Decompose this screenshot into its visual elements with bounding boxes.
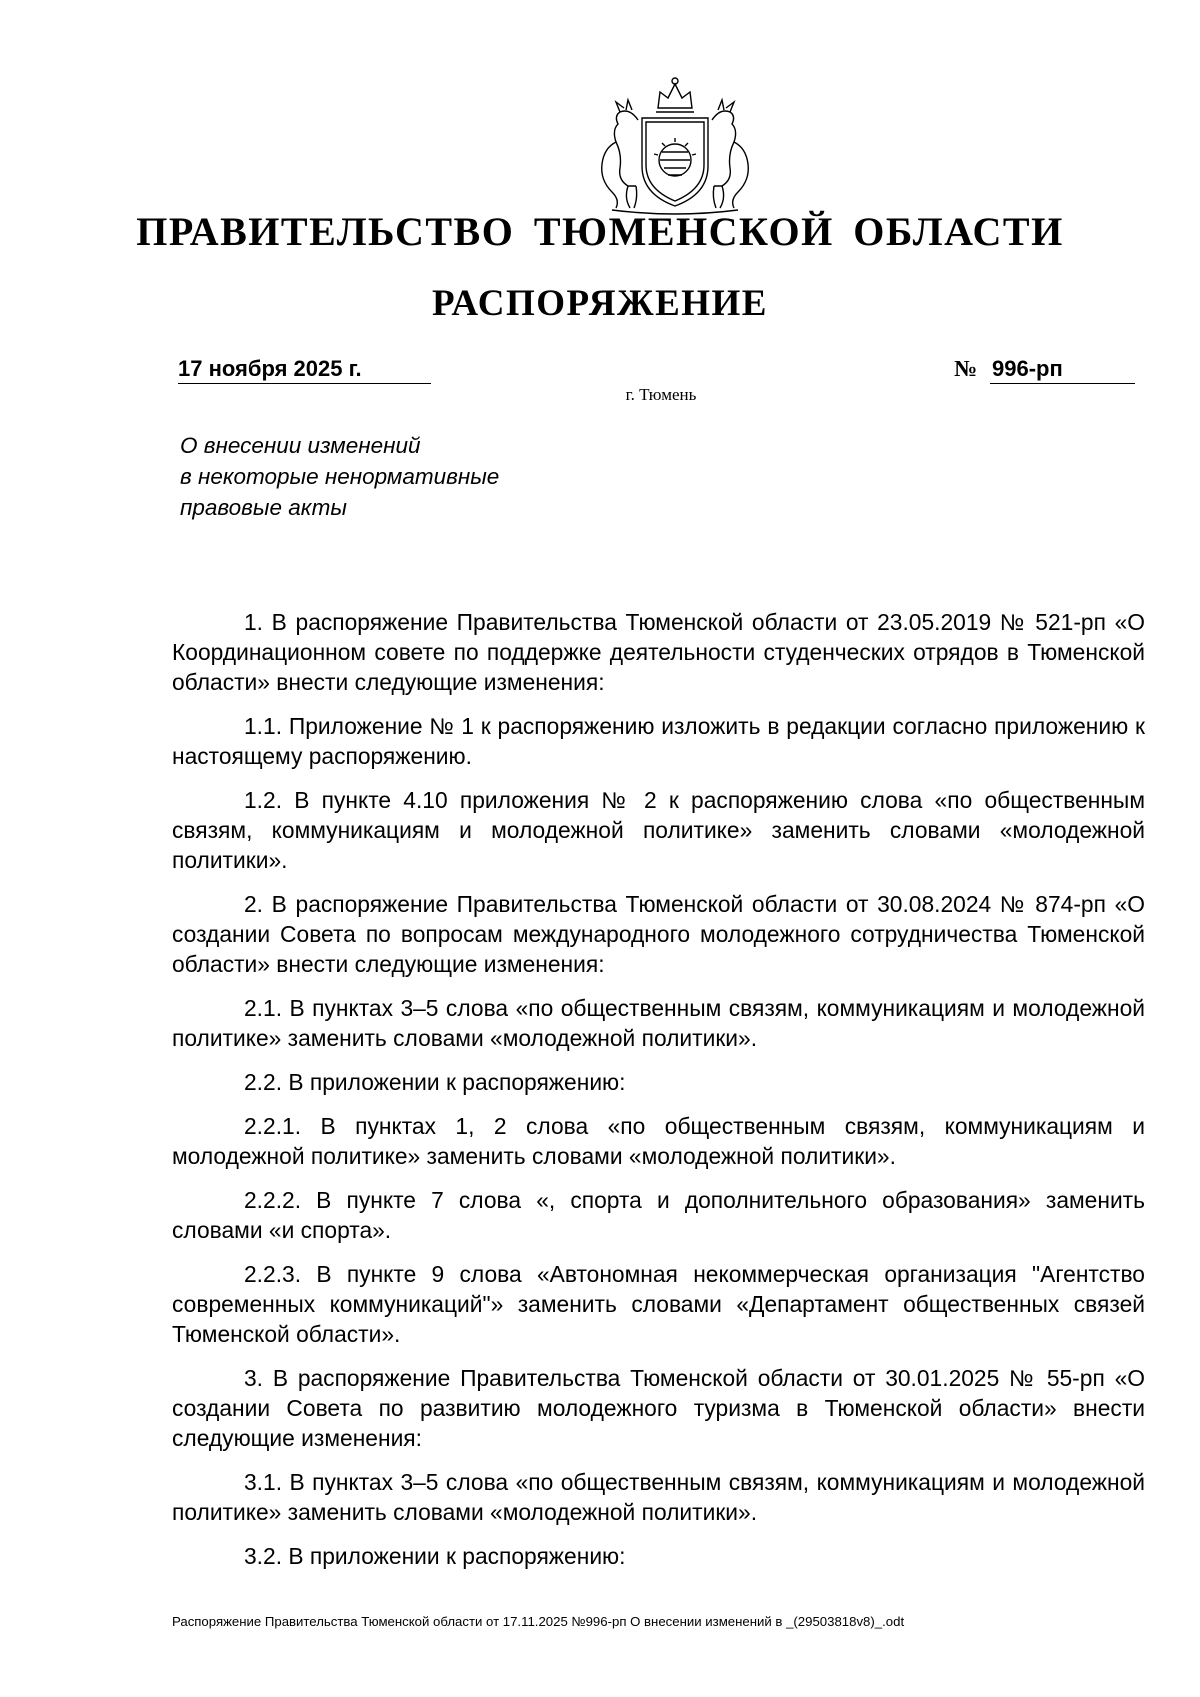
document-footer: Распоряжение Правительства Тюменской области от 17.11.2025 №996-рп О внесении изменений в _(29503818v8)_.odt bbox=[172, 1614, 905, 1629]
body-paragraph: 1.1. Приложение № 1 к распоряжению изложить в редакции согласно приложению к настоящему распоряжению. bbox=[172, 713, 1145, 769]
body-paragraph: 1. В распоряжение Правительства Тюменской области от 23.05.2019 № 521-рп «О Координационном совете по поддержке деятельности студенческих отрядов в Тюменской области» внести следующие изменения: bbox=[172, 609, 1145, 695]
document-body bbox=[172, 607, 1145, 1585]
document-date: 17 ноября 2025 г. bbox=[178, 356, 431, 384]
subject-line: О внесении изменений bbox=[180, 433, 421, 458]
body-paragraph: 2.2.3. В пункте 9 слова «Автономная некоммерческая организация "Агентство современных коммуникаций"» заменить словами «Департамент общественных связей Тюменской области». bbox=[172, 1261, 1145, 1347]
body-paragraph: 1.2. В пункте 4.10 приложения № 2 к распоряжению слова «по общественным связям, коммуникациям и молодежной политике» заменить словами «молодежной политики». bbox=[172, 787, 1145, 873]
number-label: № bbox=[954, 356, 978, 381]
body-paragraph: 3.1. В пунктах 3–5 слова «по общественным связям, коммуникациям и молодежной политике» заменить словами «молодежной политики». bbox=[172, 1469, 1145, 1525]
coat-of-arms-emblem bbox=[590, 68, 760, 218]
body-paragraph: 2. В распоряжение Правительства Тюменской области от 30.08.2024 № 874-рп «О создании Совета по вопросам международного молодежного сотрудничества Тюменской области» внести следующие изменения: bbox=[172, 891, 1145, 977]
body-paragraph: 2.2.1. В пунктах 1, 2 слова «по общественным связям, коммуникациям и молодежной политике» заменить словами «молодежной политики». bbox=[172, 1113, 1145, 1169]
document-subject bbox=[180, 430, 600, 523]
document-city: г. Тюмень bbox=[625, 385, 697, 404]
subject-line: правовые акты bbox=[180, 495, 347, 520]
body-paragraph: 2.2. В приложении к распоряжению: bbox=[244, 1069, 626, 1095]
body-paragraph: 3.2. В приложении к распоряжению: bbox=[244, 1543, 626, 1569]
document-number: 996-рп bbox=[990, 356, 1135, 384]
document-type: РАСПОРЯЖЕНИЕ bbox=[431, 283, 768, 324]
government-title: ПРАВИТЕЛЬСТВО ТЮМЕНСКОЙ ОБЛАСТИ bbox=[136, 209, 1064, 254]
body-paragraph: 3. В распоряжение Правительства Тюменской области от 30.01.2025 № 55-рп «О создании Совета по развитию молодежного туризма в Тюменской области» внести следующие изменения: bbox=[172, 1365, 1145, 1451]
subject-line: в некоторые ненормативные bbox=[180, 464, 500, 489]
body-paragraph: 2.2.2. В пункте 7 слова «, спорта и дополнительного образования» заменить словами «и спорта». bbox=[172, 1187, 1145, 1243]
body-paragraph: 2.1. В пунктах 3–5 слова «по общественным связям, коммуникациям и молодежной политике» заменить словами «молодежной политики». bbox=[172, 995, 1145, 1051]
